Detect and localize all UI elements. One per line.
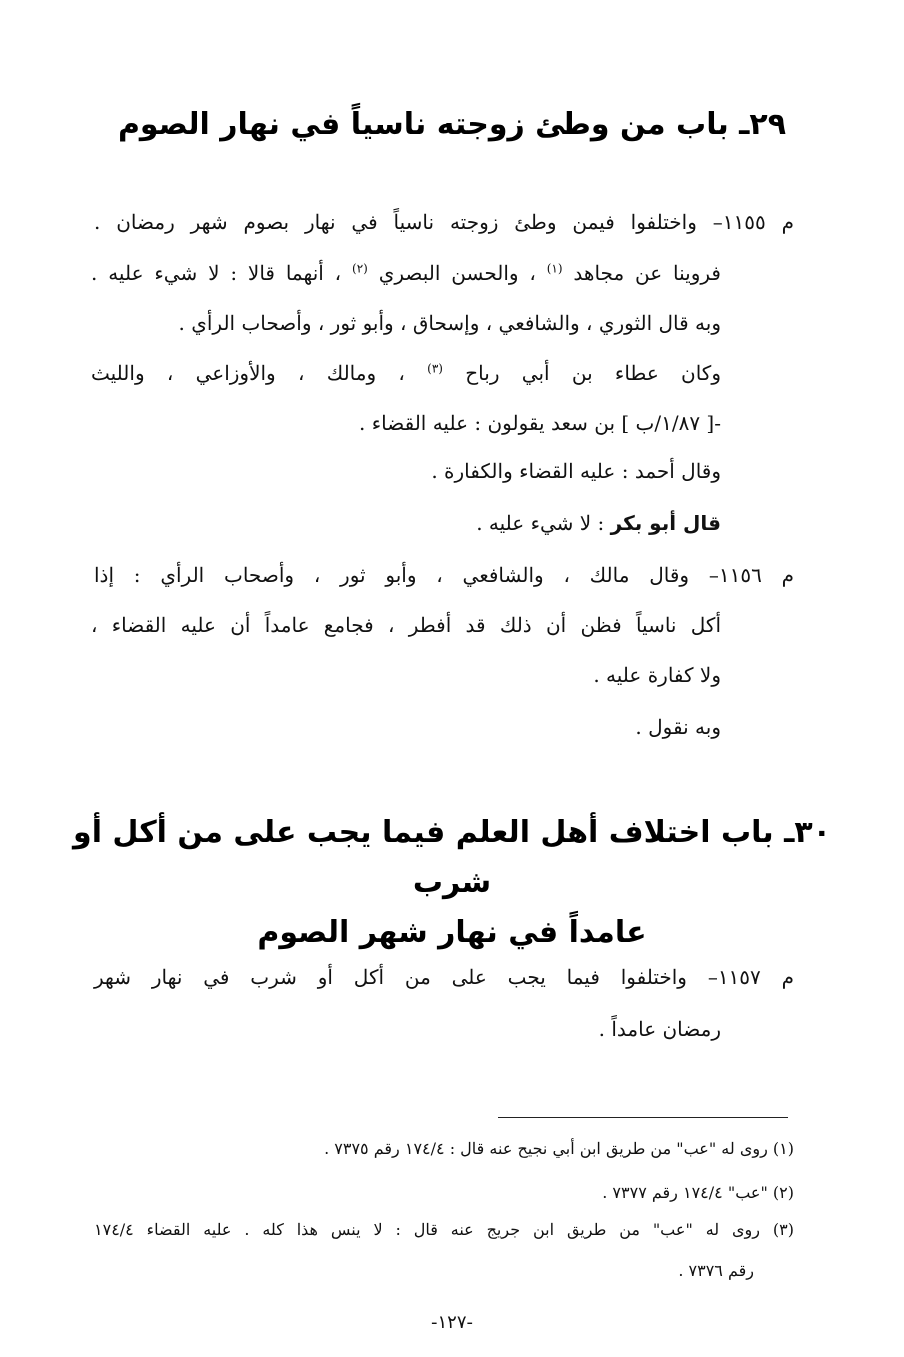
para-1157-line-2: رمضان عامداً . xyxy=(598,1017,721,1041)
para-1155-text-4b: ، ومالك ، والأوزاعي ، والليث xyxy=(91,361,405,385)
para-1155-line-2 xyxy=(91,258,721,288)
para-1155-text-4a: وكان عطاء بن أبي رباح xyxy=(465,361,721,385)
abu-bakr-lead: قال أبو بكر xyxy=(610,511,721,535)
para-1155-text-2b: ، والحسن البصري xyxy=(378,261,536,285)
para-1155-text-2c: ، أنهما قالا : لا شيء عليه . xyxy=(91,261,342,285)
para-1156-text-1: وقال مالك ، والشافعي ، وأبو ثور ، وأصحاب الرأي : إذا xyxy=(94,563,690,587)
footnote-1 xyxy=(324,1136,794,1162)
para-1156-line-3: ولا كفارة عليه . xyxy=(593,663,721,687)
para-1157-line-1 xyxy=(94,962,794,992)
para-1155-line-3: وبه قال الثوري ، والشافعي ، وإسحاق ، وأبو ثور ، وأصحاب الرأي . xyxy=(178,311,721,335)
para-1156-line-4: وبه نقول . xyxy=(635,715,721,739)
footnote-3 xyxy=(94,1217,794,1243)
para-1155-text-1: واختلفوا فيمن وطئ زوجته ناسياً في نهار بصوم شهر رمضان . xyxy=(94,210,697,234)
footnote-3-continuation: رقم ٧٣٧٦ . xyxy=(678,1261,754,1280)
para-1155-line-6: وقال أحمد : عليه القضاء والكفارة . xyxy=(431,459,721,483)
chapter-29-heading: ٢٩ـ باب من وطئ زوجته ناسياً في نهار الصوم xyxy=(117,107,787,142)
para-1155-text-2a: فروينا عن مجاهد xyxy=(573,261,721,285)
footnote-ref-2[interactable]: (٢) xyxy=(352,261,368,276)
footnote-1-text: روى له "عب" من طريق ابن أبي نجيح عنه قال : ١٧٤/٤ رقم ٧٣٧٥ . xyxy=(324,1139,768,1158)
footnote-ref-1[interactable]: (١) xyxy=(546,261,563,276)
page-number: -١٢٧- xyxy=(430,1312,473,1333)
footnote-2 xyxy=(602,1180,794,1206)
footnote-2-text: "عب" ١٧٤/٤ رقم ٧٣٧٧ . xyxy=(602,1183,768,1202)
para-1155-marker: م ١١٥٥– xyxy=(712,210,795,234)
para-1156-line-1 xyxy=(94,560,794,590)
para-1156-line-2: أكل ناسياً فظن أن ذلك قد أفطر ، فجامع عامداً أن عليه القضاء ، xyxy=(91,613,721,637)
footnote-3-number: (٣) xyxy=(772,1220,794,1239)
chapter-30-heading-line-1: ٣٠ـ باب اختلاف أهل العلم فيما يجب على من أكل أو شرب xyxy=(73,815,831,900)
para-1157-text-1: واختلفوا فيما يجب على من أكل أو شرب في نهار شهر xyxy=(94,965,687,989)
para-1157-marker: م ١١٥٧– xyxy=(707,965,794,989)
para-1155-line-1 xyxy=(94,207,794,237)
chapter-30-heading xyxy=(60,808,844,958)
chapter-30-heading-line-2: عامداً في نهار شهر الصوم xyxy=(257,915,647,950)
footnote-3-text: روى له "عب" من طريق ابن جريج عنه قال : لا ينس هذا كله . عليه القضاء ١٧٤/٤ xyxy=(94,1220,761,1239)
para-1156-marker: م ١١٥٦– xyxy=(708,563,795,587)
para-1155-line-5: -[ ١/٨٧/ب ] بن سعد يقولون : عليه القضاء . xyxy=(359,411,721,435)
footnote-1-number: (١) xyxy=(772,1139,794,1158)
para-1155-line-4 xyxy=(91,358,721,388)
footnote-separator xyxy=(498,1117,788,1118)
para-1155-text-7: : لا شيء عليه . xyxy=(476,511,605,535)
footnote-2-number: (٢) xyxy=(772,1183,794,1202)
para-1155-line-7 xyxy=(476,508,721,538)
footnote-ref-3[interactable]: (٣) xyxy=(427,361,443,376)
